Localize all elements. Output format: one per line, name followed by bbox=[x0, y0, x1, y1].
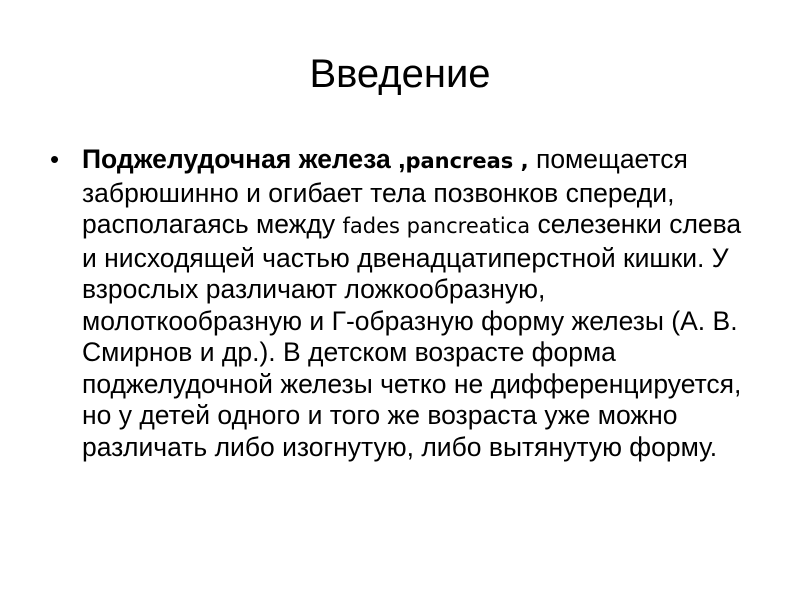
bullet-icon: • bbox=[50, 144, 60, 174]
slide-title: Введение bbox=[309, 52, 491, 96]
term-latin: pancreas , bbox=[405, 149, 529, 173]
bullet-item bbox=[48, 144, 760, 463]
paragraph-text-part1: помещается забрюшинно и огибает тела позвонков спереди, располагаясь между bbox=[82, 144, 688, 239]
latin-term: fades pancreatica bbox=[342, 214, 531, 238]
paragraph-text-part2: селезенки слева и нисходящей частью двенадцатиперстной кишки. У взрослых различают ложкообразную, молоткообразную и Г-образную форму железы (А. В. Смирнов и др.). В детском возрасте форма поджелудочной железы четко не дифференцируется, но у детей одного и того же возраста уже можно различать либо изогнутую, либо вытянутую форму. bbox=[82, 209, 742, 462]
term-heading bbox=[82, 144, 529, 174]
term-russian: Поджелудочная железа , bbox=[82, 144, 406, 174]
bullet-list bbox=[48, 144, 760, 463]
